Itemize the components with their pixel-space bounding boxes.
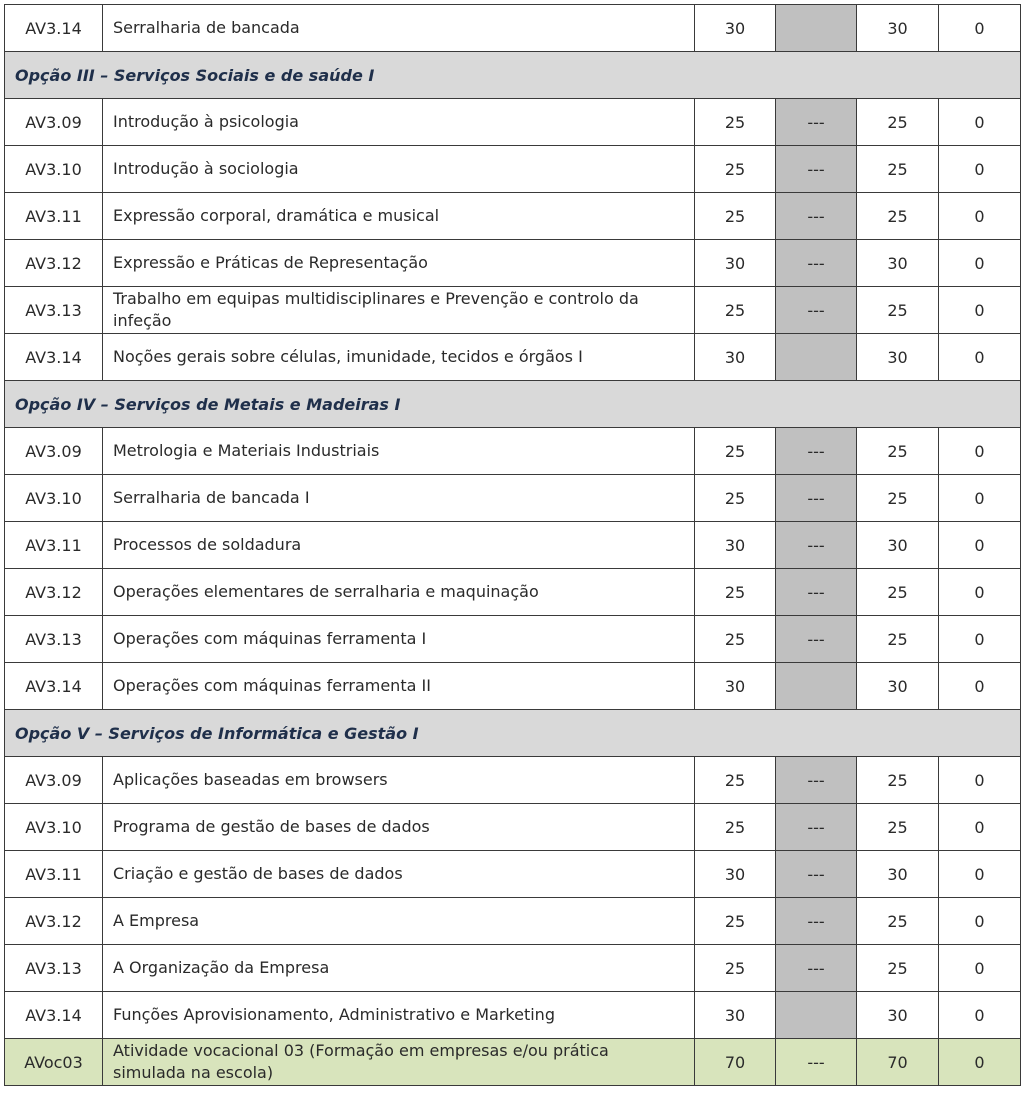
hours-col-4: 0: [939, 804, 1021, 851]
hours-col-3: 25: [857, 757, 939, 804]
hours-col-3: 30: [857, 663, 939, 710]
hours-col-2: ---: [776, 146, 857, 193]
hours-col-1: 25: [695, 193, 776, 240]
module-code: AV3.14: [5, 663, 103, 710]
hours-col-3: 25: [857, 898, 939, 945]
table-row: [5, 146, 1021, 193]
vocational-activity-row: [5, 1039, 1021, 1086]
section-title: Opção V – Serviços de Informática e Gestão I: [5, 710, 1021, 757]
module-code: AV3.09: [5, 428, 103, 475]
hours-col-1: 25: [695, 569, 776, 616]
module-code: AV3.12: [5, 898, 103, 945]
table-body: [5, 5, 1021, 1086]
table-row: [5, 663, 1021, 710]
section-header-row: [5, 381, 1021, 428]
hours-col-3: 30: [857, 851, 939, 898]
module-code: AV3.14: [5, 334, 103, 381]
hours-col-3: 25: [857, 616, 939, 663]
hours-col-1: 30: [695, 5, 776, 52]
module-name: Criação e gestão de bases de dados: [103, 851, 695, 898]
hours-col-4: 0: [939, 616, 1021, 663]
table-row: [5, 851, 1021, 898]
table-row: [5, 240, 1021, 287]
hours-col-4: 0: [939, 193, 1021, 240]
module-code: AV3.11: [5, 193, 103, 240]
section-header-row: [5, 710, 1021, 757]
hours-col-2: ---: [776, 804, 857, 851]
hours-col-3: 25: [857, 804, 939, 851]
module-code: AV3.13: [5, 616, 103, 663]
module-name: Noções gerais sobre células, imunidade, tecidos e órgãos I: [103, 334, 695, 381]
hours-col-1: 25: [695, 475, 776, 522]
module-name: A Organização da Empresa: [103, 945, 695, 992]
hours-col-2: ---: [776, 522, 857, 569]
hours-col-2: ---: [776, 287, 857, 334]
hours-col-1: 25: [695, 146, 776, 193]
hours-col-4: 0: [939, 99, 1021, 146]
hours-col-1: 25: [695, 898, 776, 945]
module-code: AV3.12: [5, 569, 103, 616]
table-row: [5, 522, 1021, 569]
hours-col-1: 25: [695, 616, 776, 663]
hours-col-3: 25: [857, 287, 939, 334]
table-row: [5, 193, 1021, 240]
module-code: AV3.12: [5, 240, 103, 287]
module-name: Programa de gestão de bases de dados: [103, 804, 695, 851]
module-code: AV3.13: [5, 287, 103, 334]
module-name: Atividade vocacional 03 (Formação em empresas e/ou prática simulada na escola): [103, 1039, 695, 1086]
hours-col-1: 25: [695, 428, 776, 475]
module-code: AV3.14: [5, 5, 103, 52]
hours-col-4: 0: [939, 757, 1021, 804]
section-title: Opção III – Serviços Sociais e de saúde I: [5, 52, 1021, 99]
module-code: AV3.11: [5, 851, 103, 898]
table-row: [5, 99, 1021, 146]
hours-col-1: 25: [695, 804, 776, 851]
hours-col-2: ---: [776, 475, 857, 522]
module-name: Serralharia de bancada: [103, 5, 695, 52]
table-row: [5, 757, 1021, 804]
hours-col-4: 0: [939, 522, 1021, 569]
hours-col-1: 25: [695, 287, 776, 334]
section-title: Opção IV – Serviços de Metais e Madeiras I: [5, 381, 1021, 428]
table-row: [5, 898, 1021, 945]
hours-col-2: ---: [776, 616, 857, 663]
hours-col-3: 25: [857, 945, 939, 992]
hours-col-4: 0: [939, 569, 1021, 616]
hours-col-3: 25: [857, 475, 939, 522]
section-header-row: [5, 52, 1021, 99]
hours-col-3: 30: [857, 240, 939, 287]
hours-col-4: 0: [939, 146, 1021, 193]
hours-col-4: 0: [939, 334, 1021, 381]
module-code: AV3.13: [5, 945, 103, 992]
table-row: [5, 616, 1021, 663]
hours-col-3: 70: [857, 1039, 939, 1086]
hours-col-4: 0: [939, 240, 1021, 287]
table-row: [5, 992, 1021, 1039]
module-name: Trabalho em equipas multidisciplinares e Prevenção e controlo da infeção: [103, 287, 695, 334]
module-name: A Empresa: [103, 898, 695, 945]
module-code: AV3.09: [5, 757, 103, 804]
table-row: [5, 287, 1021, 334]
curriculum-table: [4, 4, 1021, 1086]
module-code: AV3.10: [5, 475, 103, 522]
hours-col-4: 0: [939, 898, 1021, 945]
hours-col-2: ---: [776, 1039, 857, 1086]
hours-col-4: 0: [939, 428, 1021, 475]
module-name: Processos de soldadura: [103, 522, 695, 569]
hours-col-3: 25: [857, 428, 939, 475]
hours-col-2: [776, 334, 857, 381]
module-code: AV3.14: [5, 992, 103, 1039]
hours-col-2: ---: [776, 851, 857, 898]
hours-col-4: 0: [939, 287, 1021, 334]
hours-col-2: ---: [776, 428, 857, 475]
table-row: [5, 334, 1021, 381]
hours-col-2: ---: [776, 240, 857, 287]
module-code: AV3.11: [5, 522, 103, 569]
hours-col-1: 25: [695, 945, 776, 992]
table-row: [5, 475, 1021, 522]
hours-col-3: 25: [857, 569, 939, 616]
table-row: [5, 804, 1021, 851]
hours-col-2: [776, 5, 857, 52]
hours-col-3: 25: [857, 146, 939, 193]
module-code: AVoc03: [5, 1039, 103, 1086]
module-code: AV3.10: [5, 146, 103, 193]
table-row: [5, 5, 1021, 52]
hours-col-1: 30: [695, 334, 776, 381]
hours-col-4: 0: [939, 5, 1021, 52]
module-code: AV3.10: [5, 804, 103, 851]
hours-col-1: 30: [695, 522, 776, 569]
hours-col-3: 30: [857, 522, 939, 569]
module-name: Introdução à sociologia: [103, 146, 695, 193]
hours-col-3: 25: [857, 193, 939, 240]
hours-col-3: 30: [857, 992, 939, 1039]
hours-col-2: [776, 663, 857, 710]
hours-col-2: [776, 992, 857, 1039]
module-name: Operações com máquinas ferramenta I: [103, 616, 695, 663]
hours-col-2: ---: [776, 193, 857, 240]
table-row: [5, 945, 1021, 992]
hours-col-2: ---: [776, 99, 857, 146]
hours-col-4: 0: [939, 663, 1021, 710]
hours-col-1: 70: [695, 1039, 776, 1086]
module-name: Serralharia de bancada I: [103, 475, 695, 522]
hours-col-4: 0: [939, 1039, 1021, 1086]
module-name: Introdução à psicologia: [103, 99, 695, 146]
hours-col-1: 25: [695, 99, 776, 146]
hours-col-1: 30: [695, 663, 776, 710]
hours-col-3: 30: [857, 334, 939, 381]
hours-col-2: ---: [776, 757, 857, 804]
module-name: Operações com máquinas ferramenta II: [103, 663, 695, 710]
hours-col-4: 0: [939, 992, 1021, 1039]
hours-col-2: ---: [776, 569, 857, 616]
module-name: Metrologia e Materiais Industriais: [103, 428, 695, 475]
hours-col-3: 25: [857, 99, 939, 146]
hours-col-3: 30: [857, 5, 939, 52]
hours-col-1: 30: [695, 851, 776, 898]
hours-col-4: 0: [939, 851, 1021, 898]
hours-col-1: 25: [695, 757, 776, 804]
module-name: Expressão e Práticas de Representação: [103, 240, 695, 287]
module-name: Funções Aprovisionamento, Administrativo e Marketing: [103, 992, 695, 1039]
hours-col-4: 0: [939, 945, 1021, 992]
hours-col-1: 30: [695, 240, 776, 287]
table-row: [5, 569, 1021, 616]
hours-col-1: 30: [695, 992, 776, 1039]
hours-col-4: 0: [939, 475, 1021, 522]
hours-col-2: ---: [776, 945, 857, 992]
module-name: Aplicações baseadas em browsers: [103, 757, 695, 804]
hours-col-2: ---: [776, 898, 857, 945]
module-code: AV3.09: [5, 99, 103, 146]
module-name: Operações elementares de serralharia e maquinação: [103, 569, 695, 616]
table-row: [5, 428, 1021, 475]
module-name: Expressão corporal, dramática e musical: [103, 193, 695, 240]
